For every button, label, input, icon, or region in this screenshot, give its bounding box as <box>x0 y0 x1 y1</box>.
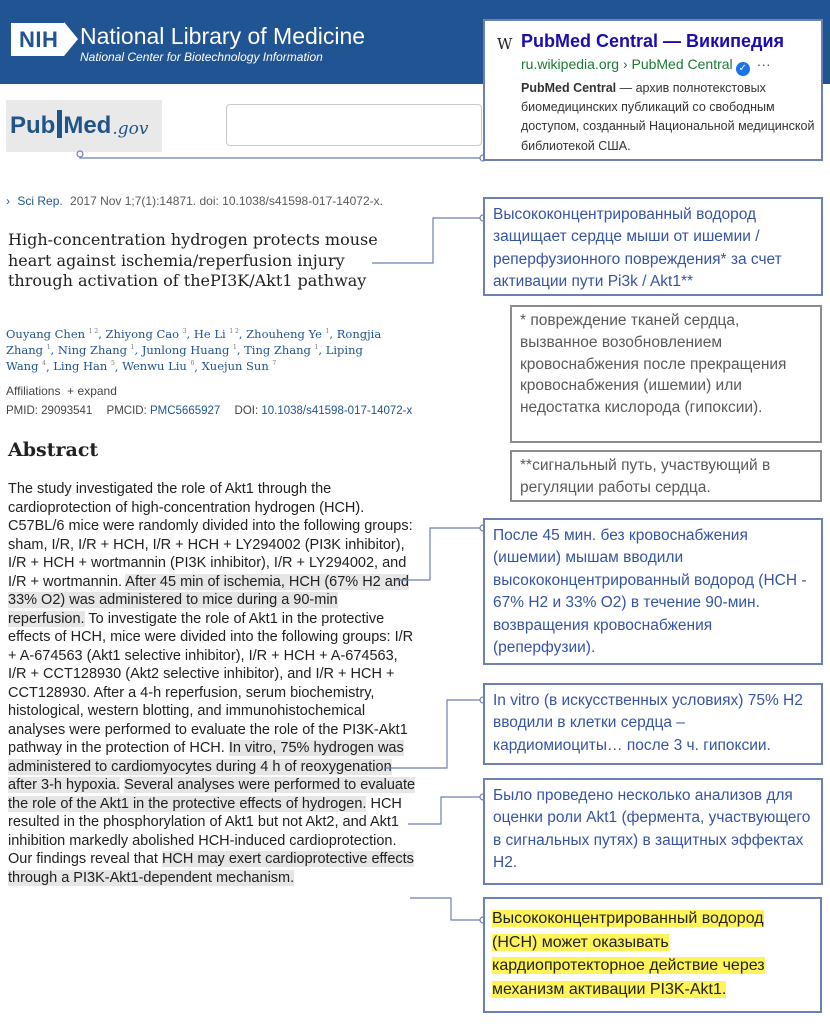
note-conclusion-text: Высококонцентрированный водород (HCH) может оказывать кардиопротекторное действие через механизм активации PI3K-Akt1. <box>492 910 765 998</box>
breadcrumb-arrow-icon: › <box>6 194 10 208</box>
pmcid-label: PMCID: <box>106 405 147 417</box>
nih-logo[interactable] <box>11 22 78 56</box>
connector-wiki <box>80 154 483 158</box>
pubmed-logo[interactable] <box>6 100 162 152</box>
connector-conclusion <box>410 898 483 920</box>
author-link[interactable]: Wenwu Liu $^6$ <box>122 359 195 374</box>
note-footnote-pathway: **сигнальный путь, участвующий в регуляции работы сердца. <box>510 450 822 502</box>
pmcid-link[interactable]: PMC5665927 <box>149 405 221 417</box>
nlm-title: National Library of Medicine <box>80 23 366 49</box>
note-in-vitro: In vitro (в искусственных условиях) 75% H2 вводили в клетки сердца – кардиомиоциты… после 3 ч. гипоксии. <box>483 683 823 765</box>
authors-list: Ouyang Chen $^{1 2}$, Zhiyong Cao $^3$, He Li $^{1 2}$, Zhouheng Ye $^1$, Rongjia Zhang $^1$, Ning Zhang $^1$, Junlong Huang $^1$, Ting Zhang $^1$, Liping Wang $^4$, Ling Han $^5$, Wenwu Liu $^6$, Xuejun Sun $^7$ <box>6 326 382 374</box>
author-link[interactable]: Ting Zhang $^1$ <box>244 343 319 358</box>
abstract-part: To investigate the role of Akt1 in the protective effects of HCH, mice were divided into the following groups: I/R + A-674563 (Akt1 selective inhibitor), I/R + HCH + A-674563, I/R + CCT128930 (Akt2 selective inhibitor), and I/R + HCH + CCT128930. After a 4-h reperfusion, serum biochemistry, histological, western blotting, and immunohistochemical analyses were performed to evaluate the role of the PI3K-Akt1 pathway in the protection of HCH. <box>8 610 414 756</box>
abstract-heading: Abstract <box>8 439 99 461</box>
note-ischemia: После 45 мин. без кровоснабжения (ишемии) мышам вводили высококонцентрированный водород (HCH - 67% H2 и 33% O2) в течение 90-мин. возвращения кровоснабжения (реперфузии). <box>483 518 823 665</box>
pubmed-logo-pub: Pub <box>10 112 56 139</box>
author-link[interactable]: Zhiyong Cao $^3$ <box>105 326 187 341</box>
doi-link[interactable]: 10.1038/s41598-017-14072-x <box>261 405 413 417</box>
plus-icon: + <box>67 384 75 398</box>
search-input[interactable] <box>226 104 482 146</box>
more-options-icon[interactable]: ··· <box>756 56 771 72</box>
author-link[interactable]: Ouyang Chen $^{1 2}$ <box>6 326 99 341</box>
wikipedia-url: ru.wikipedia.org › PubMed Central ✓ ··· <box>521 56 771 74</box>
author-link[interactable]: Zhouheng Ye $^1$ <box>246 326 330 341</box>
nih-arrow-icon <box>64 22 78 56</box>
abstract-highlight-analyses: Several analyses were performed to evaluate the role of the Akt1 in the protective effects of hydrogen. <box>8 777 416 812</box>
pubmed-logo-bar <box>57 110 62 138</box>
nlm-subtitle: National Center for Biotechnology Information <box>80 50 323 64</box>
pmid-label: PMID: <box>6 405 38 417</box>
abstract-highlight-in-vitro: In vitro, 75% hydrogen was administered to cardiomyocytes during 4 h of reoxygenation after 3-h hypoxia. <box>8 740 404 793</box>
affiliations-label: Affiliations <box>6 384 61 398</box>
connector-analyses <box>408 797 483 824</box>
pmid-value: 29093541 <box>41 405 93 417</box>
identifiers-row <box>6 405 412 417</box>
abstract-part: HCH resulted in the phosphorylation of Akt1 but not Akt2, and Akt1 inhibition markedly abolished HCH-induced cardioprotection. Our findings reveal that <box>8 795 402 867</box>
pubmed-logo-gov: .gov <box>112 119 149 139</box>
note-conclusion <box>483 897 822 1013</box>
author-link[interactable]: Junlong Huang $^1$ <box>141 343 237 358</box>
expand-button[interactable]: + expand <box>67 384 117 398</box>
wikipedia-title[interactable]: PubMed Central — Википедия <box>521 31 785 51</box>
connector-title <box>372 218 483 263</box>
author-link[interactable]: He Li $^{1 2}$ <box>193 326 239 341</box>
nih-label: NIH <box>11 23 64 56</box>
verified-icon: ✓ <box>736 62 750 76</box>
wikipedia-card[interactable] <box>483 19 823 161</box>
note-analyses: Было проведено несколько анализов для оценки роли Akt1 (фермента, участвующего в сигнальных путях) в защитных эффектах H2. <box>483 778 823 885</box>
journal-link[interactable]: Sci Rep. <box>17 194 63 208</box>
abstract-highlight-ischemia: After 45 min of ischemia, HCH (67% H2 and 33% O2) was administered to mice during a 90-min reperfusion. <box>8 573 409 627</box>
doi-label: DOI: <box>234 405 259 417</box>
author-link[interactable]: Liping Wang $^4$ <box>6 343 363 374</box>
note-title-translation: Высококонцентрированный водород защищает сердце мыши от ишемии / реперфузионного повреждения* за счет активации пути Pi3k / Akt1** <box>483 197 823 296</box>
author-link[interactable]: Ling Han $^5$ <box>53 359 115 374</box>
author-link[interactable]: Ning Zhang $^1$ <box>57 343 135 358</box>
citation-line <box>6 194 383 208</box>
nlm-text <box>80 24 365 65</box>
abstract-part: The study investigated the role of Akt1 through the cardioprotection of high-concentration hydrogen (HCH). C57BL/6 mice were randomly divided into the following groups: sham, I/R, I/R + HCH, I/R + HCH + LY294002 (PI3K inhibitor), I/R + HCH + wortmannin (PI3K inhibitor), I/R + LY294002, and I/R + wortmannin. <box>8 481 413 590</box>
wikipedia-icon: W <box>497 35 513 53</box>
article-title: High-concentration hydrogen protects mouse heart against ischemia/reperfusion injury through activation of thePI3K/Akt1 pathway <box>8 230 378 290</box>
note-footnote-injury: * повреждение тканей сердца, вызванное возобновлением кровоснабжения после прекращения кровоснабжения (ишемии) или недостатка кислорода (гипоксии). <box>510 305 822 443</box>
pubmed-logo-med: Med <box>63 112 112 139</box>
author-link[interactable]: Xuejun Sun $^7$ <box>201 359 277 374</box>
affiliations-row <box>6 384 117 398</box>
citation-text: 2017 Nov 1;7(1):14871. doi: 10.1038/s41598-017-14072-x. <box>70 194 383 208</box>
abstract-text <box>8 480 416 887</box>
wikipedia-snippet: PubMed Central — архив полнотекстовых биомедицинских публикаций со свободным доступом, созданный Национальной медицинской библиотекой США. <box>521 81 815 153</box>
abstract-highlight-conclusion: HCH may exert cardioprotective effects through a PI3K-Akt1-dependent mechanism. <box>8 851 414 886</box>
author-link[interactable]: Rongjia Zhang $^1$ <box>6 326 382 358</box>
